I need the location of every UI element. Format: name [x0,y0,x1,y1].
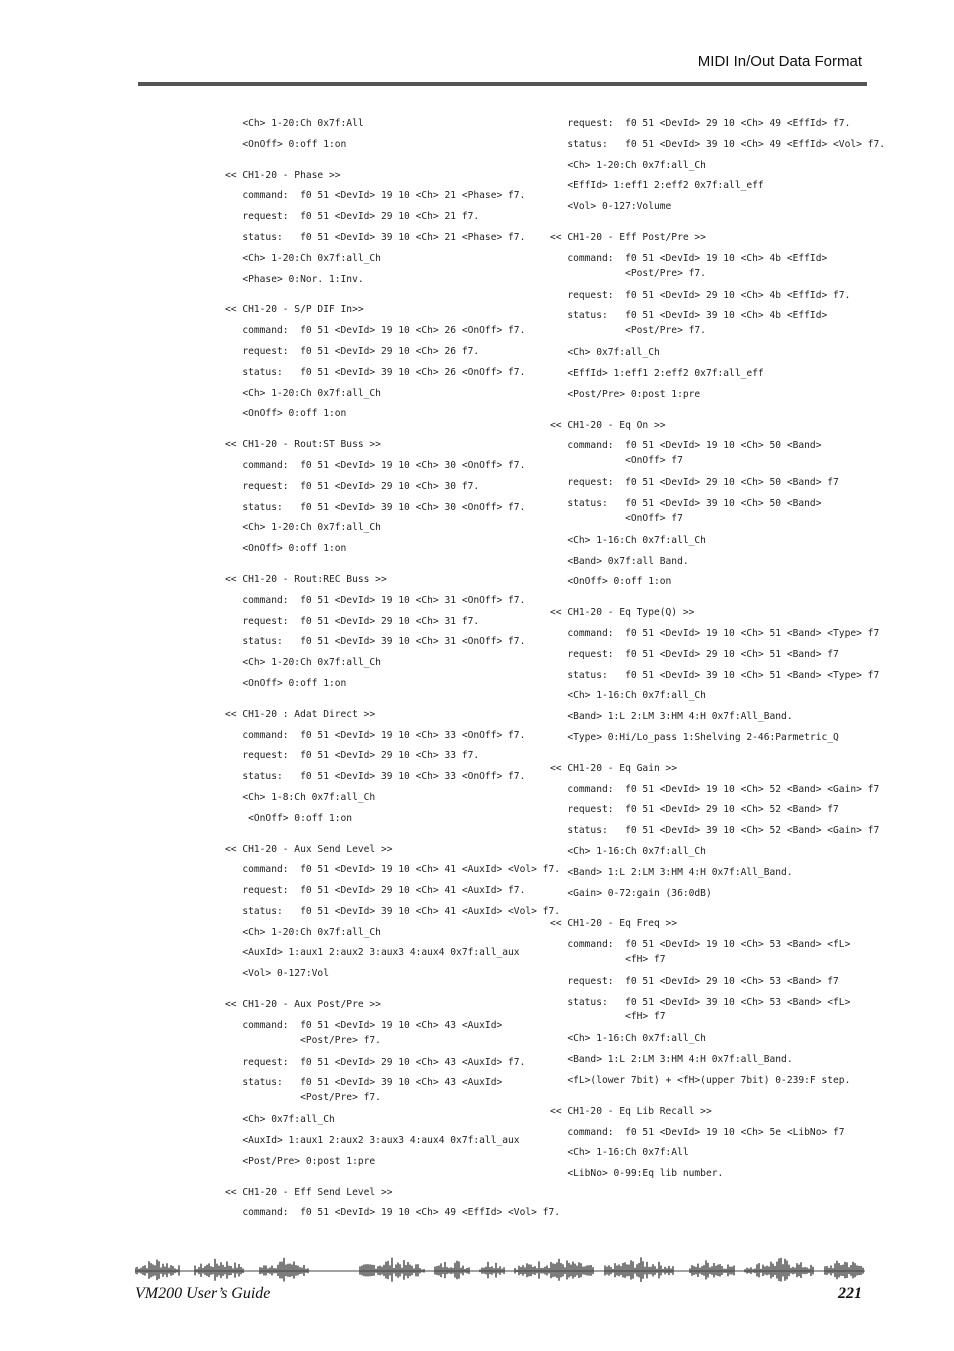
code-line: request: f0 51 <DevId> 29 10 <Ch> 33 f7. [225,750,480,762]
code-line: <Ch> 1-16:Ch 0x7f:all_Ch [550,534,706,546]
code-line: <OnOff> 0:off 1:on [225,677,347,689]
code-line: command: f0 51 <DevId> 19 10 <Ch> 51 <Band> <Type> f7 [550,627,880,639]
code-line: <Ch> 1-8:Ch 0x7f:all_Ch [225,791,376,803]
code-line: command: f0 51 <DevId> 19 10 <Ch> 5e <LibNo> f7 [550,1126,845,1138]
code-line: command: f0 51 <DevId> 19 10 <Ch> 52 <Band> <Gain> f7 [550,783,880,795]
section-heading: << CH1-20 : Adat Direct >> [225,708,376,720]
code-line: request: f0 51 <DevId> 29 10 <Ch> 49 <EffId> f7. [550,118,851,129]
code-line: <fL>(lower 7bit) + <fH>(upper 7bit) 0-239:F step. [550,1075,851,1087]
code-line: <Ch> 1-16:Ch 0x7f:all_Ch [550,1033,706,1045]
right-column [550,114,886,1185]
code-line: <Post/Pre> 0:post 1:pre [550,388,701,400]
code-line: <OnOff> 0:off 1:on [225,543,347,555]
code-line: <Vol> 0-127:Volume [550,201,672,213]
code-line: <Ch> 0x7f:all_Ch [550,347,660,359]
code-line: <Post/Pre> 0:post 1:pre [225,1155,376,1167]
code-line: status: f0 51 <DevId> 39 10 <Ch> 21 <Phase> f7. [225,231,526,243]
code-line: status: f0 51 <DevId> 39 10 <Ch> 53 <Band> <fL> [550,996,851,1008]
section-heading: << CH1-20 - Phase >> [225,169,341,181]
code-line: <Ch> 1-20:Ch 0x7f:all_Ch [225,387,381,399]
code-line: request: f0 51 <DevId> 29 10 <Ch> 30 f7. [225,480,480,492]
code-line: <OnOff> 0:off 1:on [225,408,347,420]
code-line: <EffId> 1:eff1 2:eff2 0x7f:all_eff [550,180,764,192]
header-rule [138,82,867,86]
code-line: <OnOff> 0:off 1:on [550,576,672,588]
code-line: status: f0 51 <DevId> 39 10 <Ch> 41 <AuxId> <Vol> f7. [225,905,561,917]
code-line: <Ch> 1-20:Ch 0x7f:all_Ch [225,926,381,938]
code-line: status: f0 51 <DevId> 39 10 <Ch> 50 <Band> [550,497,822,509]
code-line: request: f0 51 <DevId> 29 10 <Ch> 50 <Band> f7 [550,477,839,489]
code-line: <Band> 0x7f:all Band. [550,555,689,567]
code-line: <Band> 1:L 2:LM 3:HM 4:H 0x7f:All_Band. [550,711,793,723]
code-line: command: f0 51 <DevId> 19 10 <Ch> 26 <OnOff> f7. [225,325,526,337]
code-line: <Ch> 1-20:Ch 0x7f:all_Ch [225,252,381,264]
code-line: status: f0 51 <DevId> 39 10 <Ch> 52 <Band> <Gain> f7 [550,825,880,837]
waveform-divider [135,1256,865,1286]
code-line: request: f0 51 <DevId> 29 10 <Ch> 53 <Band> f7 [550,975,839,987]
section-heading: << CH1-20 - Eff Send Level >> [225,1186,393,1198]
code-line: <Gain> 0-72:gain (36:0dB) [550,887,712,899]
code-line: command: f0 51 <DevId> 19 10 <Ch> 49 <EffId> <Vol> f7. [225,1207,561,1219]
code-line: <Ch> 1-20:Ch 0x7f:all_Ch [550,159,706,171]
code-line: <Ch> 1-16:Ch 0x7f:All [550,1147,689,1159]
code-line: status: f0 51 <DevId> 39 10 <Ch> 51 <Band> <Type> f7 [550,669,880,681]
code-line: <OnOff> f7 [550,512,683,524]
section-heading: << CH1-20 - Aux Send Level >> [225,843,393,855]
code-line: command: f0 51 <DevId> 19 10 <Ch> 21 <Phase> f7. [225,190,526,202]
code-line: <Type> 0:Hi/Lo_pass 1:Shelving 2-46:Parmetric_Q [550,731,839,743]
section-heading: << CH1-20 - Aux Post/Pre >> [225,999,381,1011]
page-header-title: MIDI In/Out Data Format [697,53,862,70]
section-heading: << CH1-20 - Eq Freq >> [550,918,678,930]
code-line: status: f0 51 <DevId> 39 10 <Ch> 49 <EffId> <Vol> f7. [550,138,886,150]
code-line: <OnOff> 0:off 1:on [225,138,347,150]
code-line: status: f0 51 <DevId> 39 10 <Ch> 33 <OnOff> f7. [225,771,526,783]
code-line: <Phase> 0:Nor. 1:Inv. [225,273,364,285]
code-line: <Band> 1:L 2:LM 3:HM 4:H 0x7f:All_Band. [550,866,793,878]
code-line: request: f0 51 <DevId> 29 10 <Ch> 4b <EffId> f7. [550,289,851,301]
footer-guide-title: VM200 User’s Guide [135,1285,271,1302]
code-line: <fH> f7 [550,1011,666,1023]
code-line: <AuxId> 1:aux1 2:aux2 3:aux3 4:aux4 0x7f:all_aux [225,947,520,959]
footer-page-number: 221 [838,1285,862,1302]
code-line: <Ch> 1-16:Ch 0x7f:all_Ch [550,845,706,857]
code-line: <Post/Pre> f7. [550,325,706,337]
code-line: status: f0 51 <DevId> 39 10 <Ch> 4b <EffId> [550,310,828,322]
code-line: command: f0 51 <DevId> 19 10 <Ch> 53 <Band> <fL> [550,939,851,951]
code-line: request: f0 51 <DevId> 29 10 <Ch> 31 f7. [225,615,480,627]
code-line: <Ch> 1-20:Ch 0x7f:all_Ch [225,657,381,669]
code-line: request: f0 51 <DevId> 29 10 <Ch> 43 <AuxId> f7. [225,1056,526,1068]
code-line: <Ch> 1-20:Ch 0x7f:all_Ch [225,522,381,534]
code-line: <AuxId> 1:aux1 2:aux2 3:aux3 4:aux4 0x7f:all_aux [225,1135,520,1147]
code-line: <LibNo> 0-99:Eq lib number. [550,1168,724,1180]
section-heading: << CH1-20 - Eq Lib Recall >> [550,1105,712,1117]
section-heading: << CH1-20 - Eq On >> [550,419,666,431]
code-line: <fH> f7 [550,953,666,965]
code-line: status: f0 51 <DevId> 39 10 <Ch> 30 <OnOff> f7. [225,501,526,513]
code-line: <Ch> 1-16:Ch 0x7f:all_Ch [550,690,706,702]
code-line: request: f0 51 <DevId> 29 10 <Ch> 52 <Band> f7 [550,804,839,816]
code-line: <EffId> 1:eff1 2:eff2 0x7f:all_eff [550,367,764,379]
section-heading: << CH1-20 - Eff Post/Pre >> [550,231,706,243]
code-line: <Post/Pre> f7. [550,267,706,279]
code-line: command: f0 51 <DevId> 19 10 <Ch> 4b <EffId> [550,252,828,264]
code-line: command: f0 51 <DevId> 19 10 <Ch> 31 <OnOff> f7. [225,594,526,606]
code-line: <OnOff> 0:off 1:on [225,812,353,824]
code-line: request: f0 51 <DevId> 29 10 <Ch> 26 f7. [225,345,480,357]
code-line: <Ch> 1-20:Ch 0x7f:All [225,118,364,129]
code-line: <Ch> 0x7f:all_Ch [225,1114,335,1126]
code-line: <OnOff> f7 [550,455,683,467]
code-line: status: f0 51 <DevId> 39 10 <Ch> 31 <OnOff> f7. [225,636,526,648]
code-line: command: f0 51 <DevId> 19 10 <Ch> 33 <OnOff> f7. [225,729,526,741]
code-line: request: f0 51 <DevId> 29 10 <Ch> 21 f7. [225,211,480,223]
code-line: <Vol> 0-127:Vol [225,968,329,980]
section-heading: << CH1-20 - Rout:ST Buss >> [225,439,381,451]
section-heading: << CH1-20 - S/P DIF In>> [225,304,364,316]
code-line: command: f0 51 <DevId> 19 10 <Ch> 41 <AuxId> <Vol> f7. [225,864,561,876]
code-line: command: f0 51 <DevId> 19 10 <Ch> 50 <Band> [550,440,822,452]
code-line: <Post/Pre> f7. [225,1092,381,1104]
code-line: command: f0 51 <DevId> 19 10 <Ch> 43 <AuxId> [225,1019,503,1031]
code-line: status: f0 51 <DevId> 39 10 <Ch> 26 <OnOff> f7. [225,366,526,378]
code-line: <Post/Pre> f7. [225,1034,381,1046]
left-column [225,114,561,1224]
code-line: request: f0 51 <DevId> 29 10 <Ch> 41 <AuxId> f7. [225,885,526,897]
code-line: request: f0 51 <DevId> 29 10 <Ch> 51 <Band> f7 [550,648,839,660]
code-line: status: f0 51 <DevId> 39 10 <Ch> 43 <AuxId> [225,1077,503,1089]
section-heading: << CH1-20 - Eq Type(Q) >> [550,607,695,619]
section-heading: << CH1-20 - Eq Gain >> [550,762,678,774]
code-line: command: f0 51 <DevId> 19 10 <Ch> 30 <OnOff> f7. [225,459,526,471]
section-heading: << CH1-20 - Rout:REC Buss >> [225,573,387,585]
code-line: <Band> 1:L 2:LM 3:HM 4:H 0x7f:all_Band. [550,1054,793,1066]
